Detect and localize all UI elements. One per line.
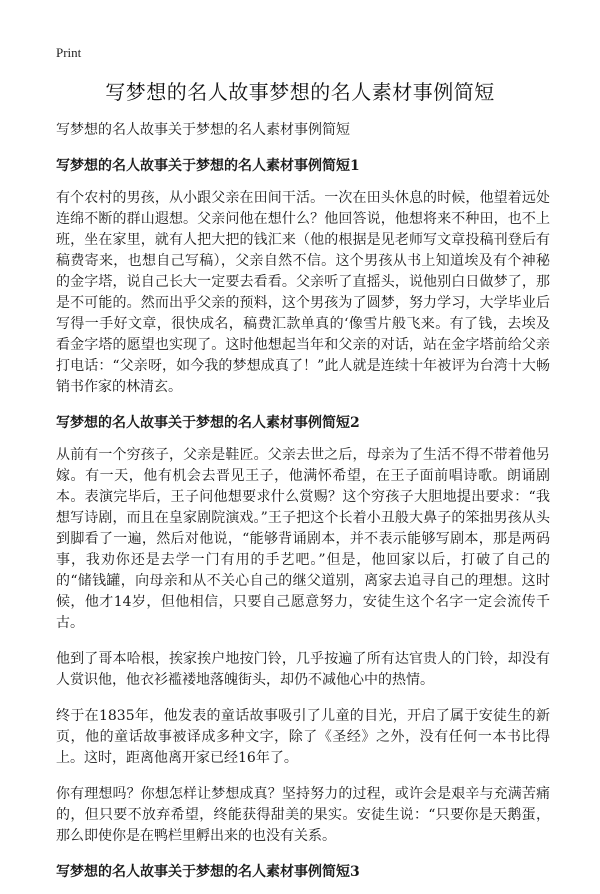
- paragraph: 你有理想吗？你想怎样让梦想成真？坚持努力的过程，或许会是艰辛与充满苦痛的，但只要不放弃希望，终能获得甜美的果实。安徒生说：“只要你是天鹅蛋，那么即使你是在鸭栏里孵出来的也没有关系。: [56, 786, 550, 844]
- print-link[interactable]: Print: [56, 45, 82, 60]
- paragraph: 终于在1835年，他发表的童话故事吸引了儿童的目光，开启了属于安徒生的新页，他的童话故事被译成多种文字，除了《圣经》之外，没有任何一本书比得上。这时，距离他离开家已经16年了。: [56, 708, 550, 766]
- section-heading: 写梦想的名人故事关于梦想的名人素材事例简短3: [56, 864, 360, 880]
- paragraph: 有个农村的男孩，从小跟父亲在田间干活。一次在田头休息的时候，他望着远处连绵不断的群山遐想。父亲问他在想什么？他回答说，他想将来不种田，也不上班，坐在家里，就有人把大把的钱汇来（他的根据是见老师写文章投稿刊登后有稿费寄来，也想自己写稿），父亲自然不信。这个男孩从书上知道埃及有个神秘的金字塔，说自己长大一定要去看看。父亲听了直摇头，说他别白日做梦了，那是不可能的。然而出乎父亲的预料，这个男孩为了圆梦，努力学习，大学毕业后写得一手好文章，很快成名，稿费汇款单真的‘像雪片般飞来。有了钱，去埃及看金字塔的愿望也实现了。这时他想起当年和父亲的对话，站在金字塔前给父亲打电话：“父亲呀，如今我的梦想成真了！”此人就是连续十年被评为台湾十大畅销书作家的林清玄。: [56, 190, 550, 395]
- section-1: [56, 156, 550, 398]
- section-3: [56, 862, 550, 882]
- paragraph: 他到了哥本哈根，挨家挨户地按门铃，几乎按遍了所有达官贵人的门铃，却没有人赏识他，他衣衫褴褛地落魄街头，却仍不减他心中的热情。: [56, 651, 550, 688]
- paragraph: 从前有一个穷孩子，父亲是鞋匠。父亲去世之后，母亲为了生活不得不带着他另嫁。有一天，他有机会去晋见王子，他满怀希望，在王子面前唱诗歌。朗诵剧本。表演完毕后，王子问他想要求什么赏赐？这个穷孩子大胆地提出要求：“我想写诗剧，而且在皇家剧院演戏。”王子把这个长着小丑般大鼻子的笨拙男孩从头到脚看了一遍，然后对他说，“能够背诵剧本，并不表示能够写剧本，那是两码事，我劝你还是去学一门有用的手艺吧。”但是，他回家以后，打破了自己的的“储钱罐，向母亲和从不关心自己的继父道别，离家去追寻自己的理想。这时候，他才14岁，但他相信，只要自己愿意努力，安徒生这个名字一定会流传千古。: [56, 447, 550, 631]
- section-heading: 写梦想的名人故事关于梦想的名人素材事例简短2: [56, 415, 360, 431]
- article-body: [56, 120, 550, 894]
- article-subtitle: 写梦想的名人故事关于梦想的名人素材事例简短: [56, 122, 350, 138]
- section-2: [56, 413, 550, 847]
- document-title: 写梦想的名人故事梦想的名人素材事例简短: [105, 80, 495, 104]
- section-heading: 写梦想的名人故事关于梦想的名人素材事例简短1: [56, 158, 360, 174]
